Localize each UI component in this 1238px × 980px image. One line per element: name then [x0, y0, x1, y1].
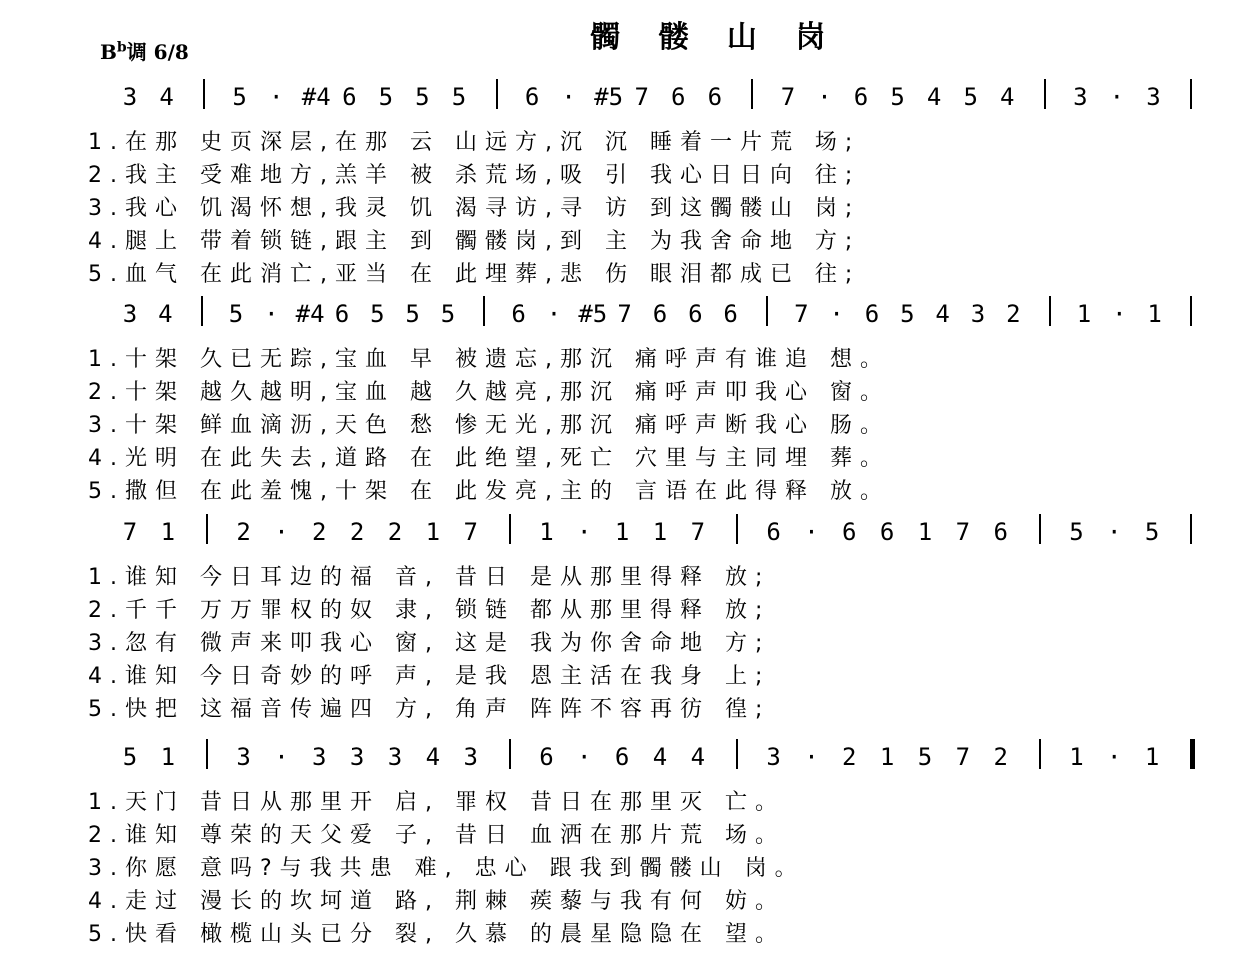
- key-meter: 调 6/8: [126, 40, 189, 64]
- notation-line: [0, 292, 1238, 342]
- note: 6: [842, 518, 857, 546]
- note: 6: [688, 300, 703, 328]
- note: ·: [577, 518, 592, 546]
- lyric-line: [0, 884, 1238, 917]
- lyric-text: 4.腿上 带着锁链,跟主 到 髑髅岗,到 主 为我舍命地 方;: [88, 229, 861, 254]
- lyric-text: 4.走过 漫长的坎坷道 路, 荆棘 蒺藜与我有何 妨。: [88, 889, 785, 914]
- music-system: [0, 510, 1238, 725]
- notation-line: [0, 75, 1238, 125]
- note: 5: [440, 300, 456, 328]
- lyric-text: 3.我心 饥渴怀想,我灵 饥 渴寻访,寻 访 到这髑髅山 岗;: [88, 196, 861, 221]
- note: 3: [1073, 83, 1088, 111]
- note: 5: [228, 300, 244, 328]
- lyric-line: [0, 158, 1238, 191]
- note: 5: [1069, 518, 1084, 546]
- note: 2: [842, 743, 857, 771]
- note: 3: [349, 743, 365, 771]
- note: 7: [955, 743, 971, 771]
- note: 5: [963, 83, 978, 111]
- note: 4: [425, 743, 441, 771]
- note: 5: [917, 743, 933, 771]
- lyric-line: [0, 408, 1238, 441]
- lyric-line: [0, 191, 1238, 224]
- lyric-line: [0, 659, 1238, 692]
- note: 2: [349, 518, 365, 546]
- note: 4: [159, 83, 174, 111]
- lyric-text: 4.光明 在此失去,道路 在 此绝望,死亡 穴里与主同埋 葬。: [88, 446, 890, 471]
- bar-line: [483, 296, 485, 326]
- note: ·: [577, 743, 592, 771]
- note: 5: [415, 83, 430, 111]
- notation-line: [0, 735, 1238, 785]
- lyric-line: [0, 785, 1238, 818]
- note: ·: [268, 83, 284, 111]
- bar-line: [1190, 79, 1192, 109]
- bar-line: [206, 514, 208, 544]
- note: 6: [864, 300, 880, 328]
- lyric-text: 2.十架 越久越明,宝血 越 久越亮,那沉 痛呼声叩我心 窗。: [88, 380, 890, 405]
- note: 1: [917, 518, 933, 546]
- note: 4: [1000, 83, 1015, 111]
- note: #5: [594, 83, 624, 111]
- note: 5: [232, 83, 247, 111]
- note: 6: [853, 83, 869, 111]
- note: 1: [1076, 300, 1092, 328]
- lyric-text: 3.十架 鲜血滴沥,天色 愁 惨无光,那沉 痛呼声断我心 肠。: [88, 413, 890, 438]
- bar-line: [766, 296, 768, 326]
- lyric-text: 1.十架 久已无踪,宝血 早 被遗忘,那沉 痛呼声有谁追 想。: [88, 347, 890, 372]
- notation-line: [0, 510, 1238, 560]
- note: 7: [690, 518, 706, 546]
- note: 7: [955, 518, 971, 546]
- note: 5: [900, 300, 915, 328]
- note: 4: [926, 83, 942, 111]
- note: ·: [274, 518, 289, 546]
- note: ·: [1107, 743, 1122, 771]
- lyric-line: [0, 818, 1238, 851]
- note: 4: [652, 743, 668, 771]
- lyric-line: [0, 441, 1238, 474]
- note: ·: [561, 83, 576, 111]
- key-signature: [100, 36, 189, 65]
- note: 2: [312, 518, 327, 546]
- note: 1: [539, 518, 554, 546]
- lyric-line: [0, 593, 1238, 626]
- note: 3: [1146, 83, 1161, 111]
- note: 5: [890, 83, 905, 111]
- note: 7: [780, 83, 796, 111]
- bar-line: [496, 79, 498, 109]
- note: 3: [387, 743, 403, 771]
- bar-line: [751, 79, 753, 109]
- note: 5: [1144, 518, 1160, 546]
- bar-line: [1190, 514, 1192, 544]
- note: 1: [614, 518, 630, 546]
- note: 3: [970, 300, 986, 328]
- note: 6: [652, 300, 668, 328]
- note: 3: [312, 743, 327, 771]
- bar-line: [1039, 739, 1041, 769]
- note: ·: [804, 518, 819, 546]
- note: #4: [295, 300, 325, 328]
- note: 3: [122, 300, 138, 328]
- note: ·: [1112, 300, 1127, 328]
- note: 4: [158, 300, 173, 328]
- lyric-text: 2.千千 万万罪权的奴 隶, 锁链 都从那里得释 放;: [88, 598, 771, 623]
- note: 3: [122, 83, 138, 111]
- music-system: [0, 735, 1238, 950]
- bar-line: [1190, 296, 1192, 326]
- bar-line: [736, 739, 738, 769]
- lyric-line: [0, 626, 1238, 659]
- music-system: [0, 75, 1238, 290]
- bar-line: [1190, 739, 1195, 769]
- lyric-line: [0, 342, 1238, 375]
- note: 5: [378, 83, 394, 111]
- lyric-line: [0, 692, 1238, 725]
- note: 5: [405, 300, 420, 328]
- lyric-text: 2.谁知 尊荣的天父爱 子, 昔日 血洒在那片荒 场。: [88, 823, 785, 848]
- note: 1: [1147, 300, 1162, 328]
- note: 1: [160, 743, 176, 771]
- bar-line: [203, 79, 205, 109]
- note: 7: [617, 300, 632, 328]
- note: 5: [122, 743, 138, 771]
- lyric-text: 5.血气 在此消亡,亚当 在 此埋葬,悲 伤 眼泪都成已 往;: [88, 262, 861, 287]
- note: 1: [160, 518, 176, 546]
- lyric-line: [0, 125, 1238, 158]
- lyric-text: 5.快把 这福音传遍四 方, 角声 阵阵不容再彷 徨;: [88, 697, 771, 722]
- lyric-text: 5.撒但 在此羞愧,十架 在 此发亮,主的 言语在此得释 放。: [88, 479, 890, 504]
- note: 4: [935, 300, 950, 328]
- note: 2: [993, 743, 1008, 771]
- note: 3: [766, 743, 781, 771]
- note: 5: [451, 83, 467, 111]
- bar-line: [1049, 296, 1051, 326]
- note: ·: [546, 300, 562, 328]
- note: 1: [1069, 743, 1084, 771]
- bar-line: [1039, 514, 1041, 544]
- note: ·: [829, 300, 844, 328]
- note: 1: [425, 518, 441, 546]
- lyric-line: [0, 851, 1238, 884]
- note: 3: [463, 743, 478, 771]
- note: 5: [370, 300, 385, 328]
- lyric-text: 3.忽有 微声来叩我心 窗, 这是 我为你舍命地 方;: [88, 631, 771, 656]
- note: 1: [652, 518, 668, 546]
- note: ·: [804, 743, 819, 771]
- flat-sign: b: [116, 39, 127, 56]
- note: 2: [387, 518, 403, 546]
- key-letter: B: [100, 40, 117, 64]
- lyric-text: 4.谁知 今日奇妙的呼 声, 是我 恩主活在我身 上;: [88, 664, 771, 689]
- note: #5: [578, 300, 608, 328]
- lyric-line: [0, 375, 1238, 408]
- lyric-text: 3.你愿 意吗?与我共患 难, 忠心 跟我到髑髅山 岗。: [88, 856, 805, 881]
- song-title: 髑 髅 山 岗: [590, 20, 840, 55]
- note: 6: [342, 83, 357, 111]
- bar-line: [509, 739, 511, 769]
- note: 3: [236, 743, 251, 771]
- music-system: [0, 292, 1238, 507]
- bar-line: [206, 739, 208, 769]
- note: #4: [301, 83, 331, 111]
- lyric-text: 5.快看 橄榄山头已分 裂, 久慕 的晨星隐隐在 望。: [88, 922, 785, 947]
- lyric-line: [0, 257, 1238, 290]
- bar-line: [1044, 79, 1046, 109]
- note: 2: [1006, 300, 1021, 328]
- lyric-text: 1.在那 史页深层,在那 云 山远方,沉 沉 睡着一片荒 场;: [88, 130, 861, 155]
- bar-line: [201, 296, 203, 326]
- note: ·: [264, 300, 279, 328]
- note: 6: [707, 83, 723, 111]
- note: 2: [236, 518, 251, 546]
- note: 6: [511, 300, 526, 328]
- note: 7: [794, 300, 809, 328]
- note: 1: [1144, 743, 1160, 771]
- note: 7: [634, 83, 649, 111]
- note: 7: [122, 518, 138, 546]
- note: 1: [879, 743, 895, 771]
- lyric-text: 1.天门 昔日从那里开 启, 罪权 昔日在那里灭 亡。: [88, 790, 785, 815]
- note: ·: [817, 83, 832, 111]
- lyric-line: [0, 560, 1238, 593]
- note: 6: [524, 83, 540, 111]
- note: ·: [1107, 518, 1122, 546]
- lyric-line: [0, 224, 1238, 257]
- lyric-line: [0, 474, 1238, 507]
- note: 6: [993, 518, 1008, 546]
- note: 6: [723, 300, 738, 328]
- note: 6: [879, 518, 895, 546]
- lyric-text: 2.我主 受难地方,羔羊 被 杀荒场,吸 引 我心日日向 往;: [88, 163, 861, 188]
- note: 7: [463, 518, 478, 546]
- bar-line: [736, 514, 738, 544]
- lyric-text: 1.谁知 今日耳边的福 音, 昔日 是从那里得释 放;: [88, 565, 771, 590]
- lyric-line: [0, 917, 1238, 950]
- note: 6: [671, 83, 686, 111]
- note: 6: [334, 300, 350, 328]
- note: 6: [539, 743, 554, 771]
- note: 4: [690, 743, 706, 771]
- note: 6: [766, 518, 781, 546]
- note: ·: [274, 743, 289, 771]
- bar-line: [509, 514, 511, 544]
- note: ·: [1109, 83, 1125, 111]
- note: 6: [614, 743, 630, 771]
